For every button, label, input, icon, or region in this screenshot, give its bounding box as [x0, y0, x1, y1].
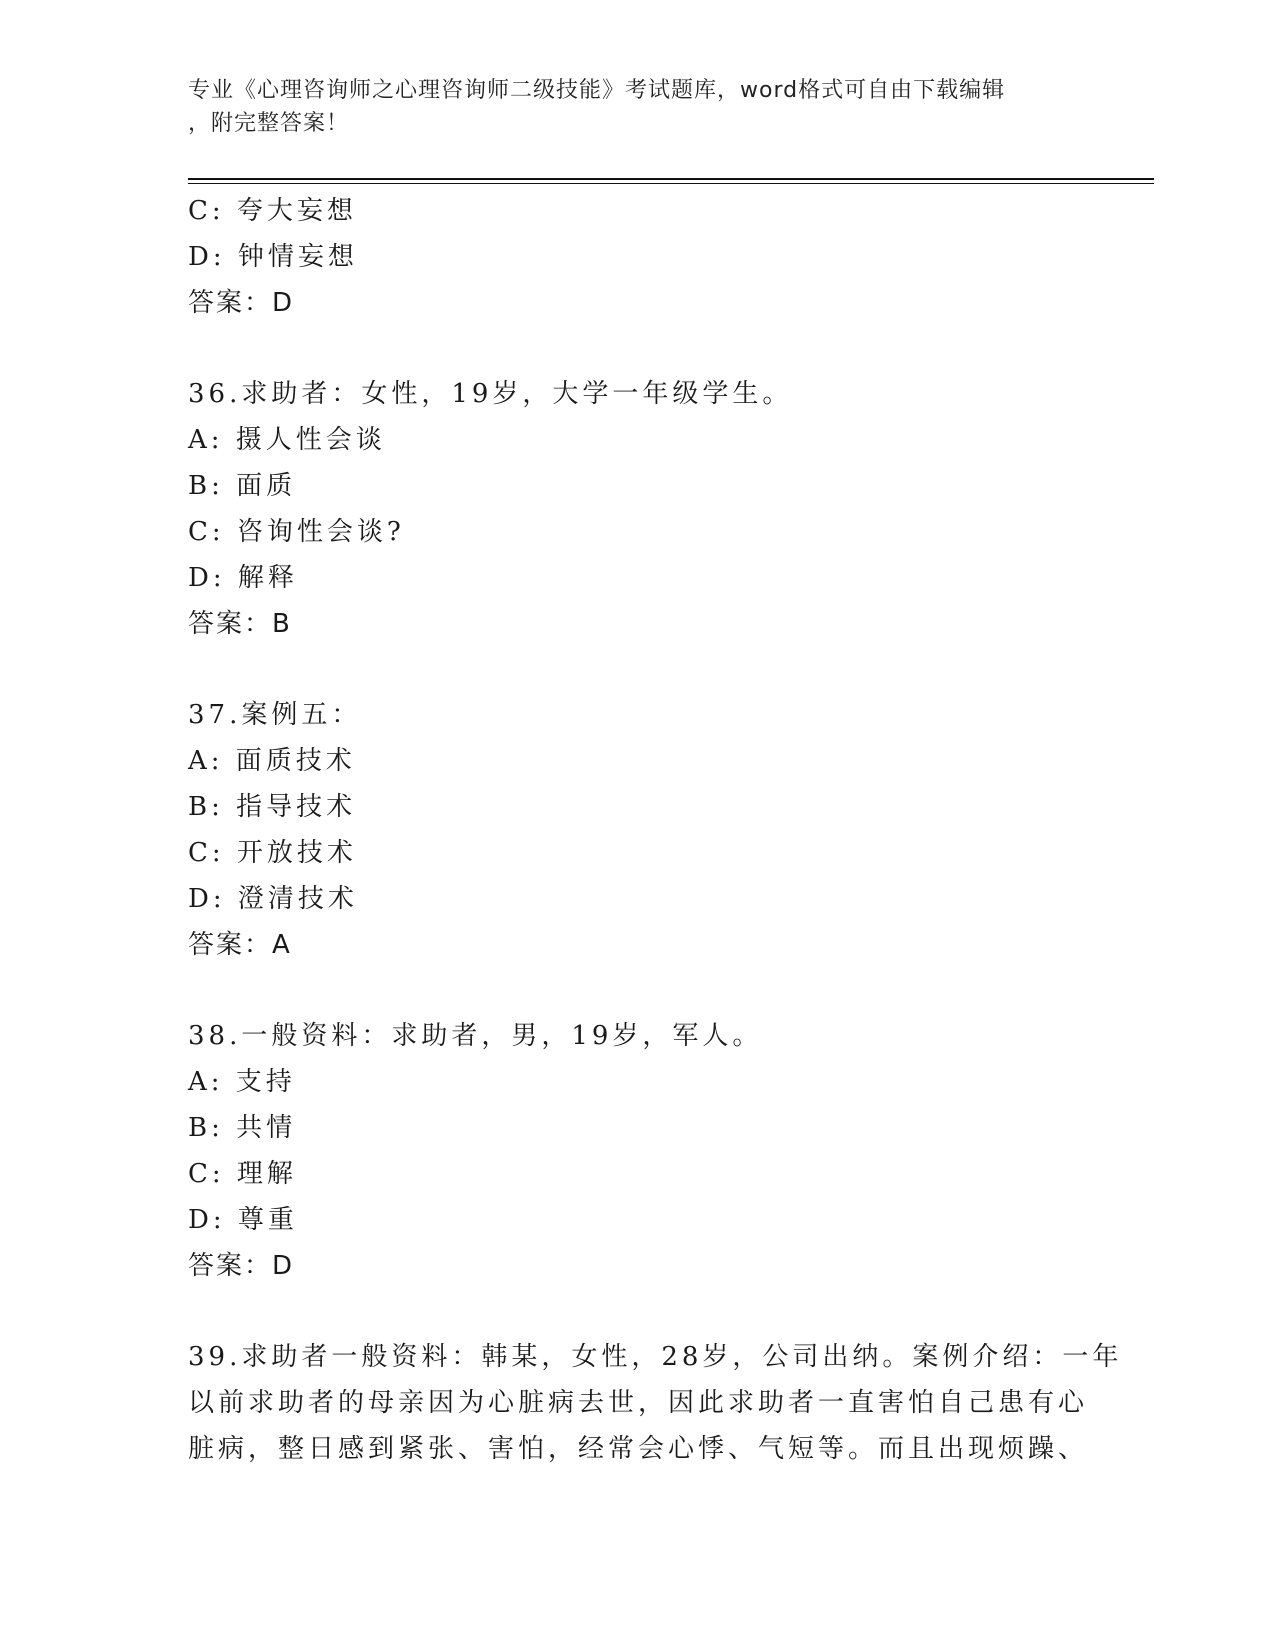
- option-b: B: 指导技术: [188, 792, 357, 822]
- header-divider-thin: [188, 183, 1154, 184]
- option-c: C: 夸大妄想: [188, 196, 357, 226]
- option-a: A: 面质技术: [188, 746, 356, 776]
- question-39: [188, 1334, 1123, 1472]
- question-38: [188, 1013, 1088, 1289]
- option-d: D: 解释: [188, 563, 298, 593]
- option-d: D: 尊重: [188, 1205, 298, 1235]
- document-header: [188, 74, 1068, 140]
- option-c: C: 咨询性会谈?: [188, 517, 405, 547]
- spacer: [188, 326, 1088, 371]
- option-b: B: 共情: [188, 1113, 297, 1143]
- question-36: [188, 371, 1088, 647]
- spacer: [188, 1289, 1088, 1334]
- option-a: A: 支持: [188, 1067, 296, 1097]
- question-stem: 38.一般资料：求助者，男，19岁，军人。: [188, 1021, 763, 1051]
- header-line-1: 专业《心理咨询师之心理咨询师二级技能》考试题库，word格式可自由下载编辑: [188, 78, 1006, 103]
- question-list: [188, 188, 1123, 1472]
- question-stem: 36.求助者：女性，19岁，大学一年级学生。: [188, 379, 793, 409]
- header-line-2: ，附完整答案！: [188, 111, 350, 136]
- option-d: D: 钟情妄想: [188, 242, 358, 272]
- option-c: C: 开放技术: [188, 838, 357, 868]
- option-b: B: 面质: [188, 471, 297, 501]
- answer-line: 答案：B: [188, 609, 292, 639]
- question-stem-line: 脏病，整日感到紧张、害怕，经常会心悸、气短等。而且出现烦躁、: [188, 1434, 1089, 1464]
- answer-line: 答案：A: [188, 930, 292, 960]
- answer-line: 答案：D: [188, 1251, 295, 1281]
- question-37: [188, 692, 1088, 968]
- spacer: [188, 968, 1088, 1013]
- header-divider-thick: [188, 178, 1154, 180]
- option-a: A: 摄人性会谈: [188, 425, 386, 455]
- answer-line: 答案：D: [188, 288, 295, 318]
- spacer: [188, 647, 1088, 692]
- option-c: C: 理解: [188, 1159, 297, 1189]
- question-stem-line: 39.求助者一般资料：韩某，女性，28岁，公司出纳。案例介绍：一年: [188, 1342, 1123, 1372]
- question-stem: 37.案例五：: [188, 700, 362, 730]
- question-35-continuation: [188, 188, 1088, 326]
- option-d: D: 澄清技术: [188, 884, 358, 914]
- question-stem-line: 以前求助者的母亲因为心脏病去世，因此求助者一直害怕自己患有心: [188, 1388, 1089, 1418]
